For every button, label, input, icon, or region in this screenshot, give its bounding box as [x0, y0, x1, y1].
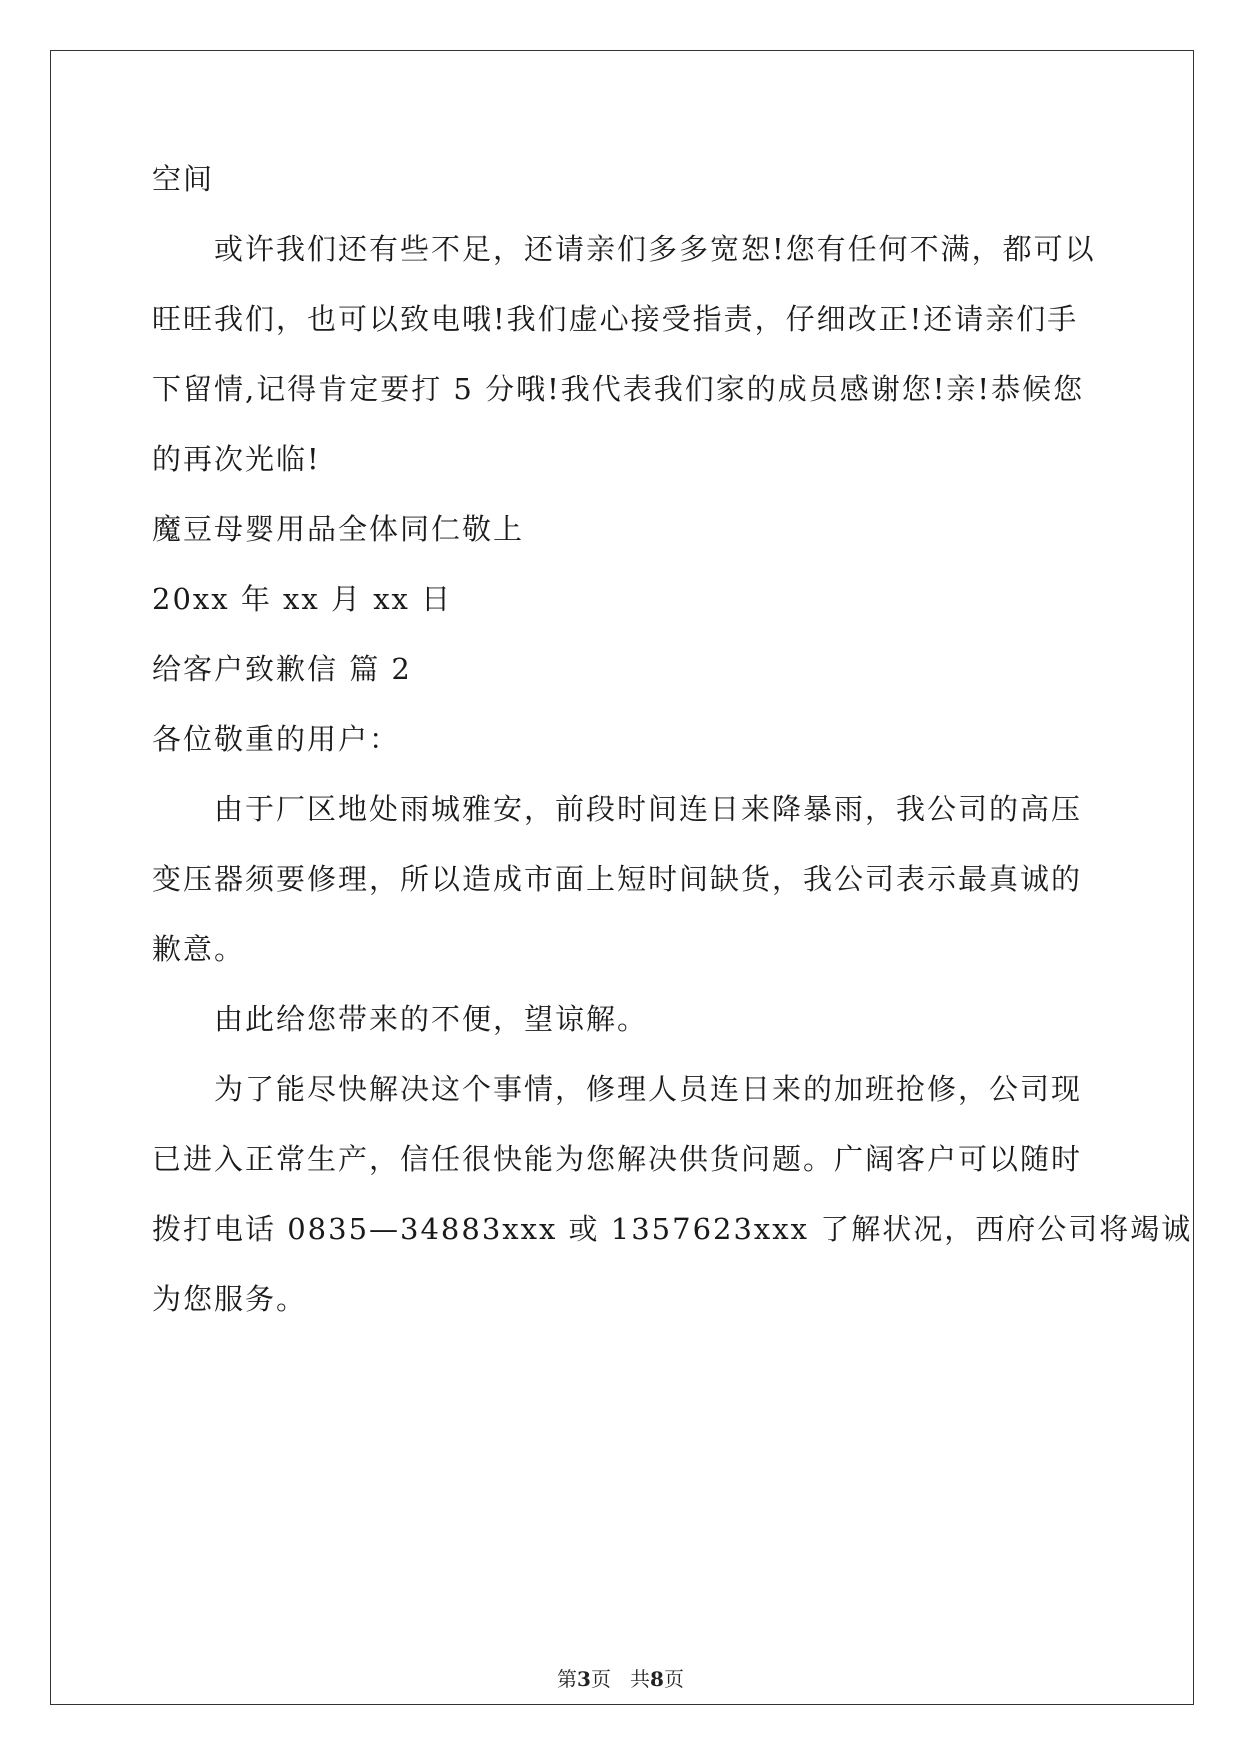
- text-line: 为了能尽快解决这个事情，修理人员连日来的加班抢修，公司现: [152, 1072, 1083, 1106]
- current-page-number: 3: [577, 1667, 591, 1691]
- text-line: 为您服务。: [152, 1282, 308, 1316]
- text-line: 或许我们还有些不足，还请亲们多多宽恕!您有任何不满，都可以: [152, 232, 1096, 266]
- text-line: 由于厂区地处雨城雅安，前段时间连日来降暴雨，我公司的高压: [152, 792, 1083, 826]
- text-line: 下留情,记得肯定要打 5 分哦!我代表我们家的成员感谢您!亲!恭候您: [152, 372, 1085, 406]
- page-footer: [0, 1667, 1241, 1691]
- salutation: 各位敬重的用户：: [152, 722, 401, 756]
- text-line: 的再次光临!: [152, 442, 321, 476]
- text-line: 已进入正常生产，信任很快能为您解决供货问题。广阔客户可以随时: [152, 1142, 1083, 1176]
- text-line: 旺旺我们，也可以致电哦!我们虚心接受指责，仔细改正!还请亲们手: [152, 302, 1079, 336]
- footer-middle: 页 共: [590, 1667, 651, 1691]
- date-line: 20xx 年 xx 月 xx 日: [152, 582, 453, 616]
- text-line: 变压器须要修理，所以造成市面上短时间缺货，我公司表示最真诚的: [152, 862, 1083, 896]
- text-line: 空间: [152, 162, 215, 196]
- text-line: 拨打电话 0835—34883xxx 或 1357623xxx 了解状况，西府公司将竭诚: [152, 1212, 1193, 1246]
- section-heading: 给客户致歉信 篇 2: [152, 652, 412, 686]
- footer-prefix: 第: [557, 1667, 578, 1691]
- text-line: 由此给您带来的不便，望谅解。: [152, 1002, 649, 1036]
- text-line: 歉意。: [152, 932, 246, 966]
- footer-suffix: 页: [663, 1667, 684, 1691]
- total-page-number: 8: [650, 1667, 664, 1691]
- signature-line: 魔豆母婴用品全体同仁敬上: [152, 512, 525, 546]
